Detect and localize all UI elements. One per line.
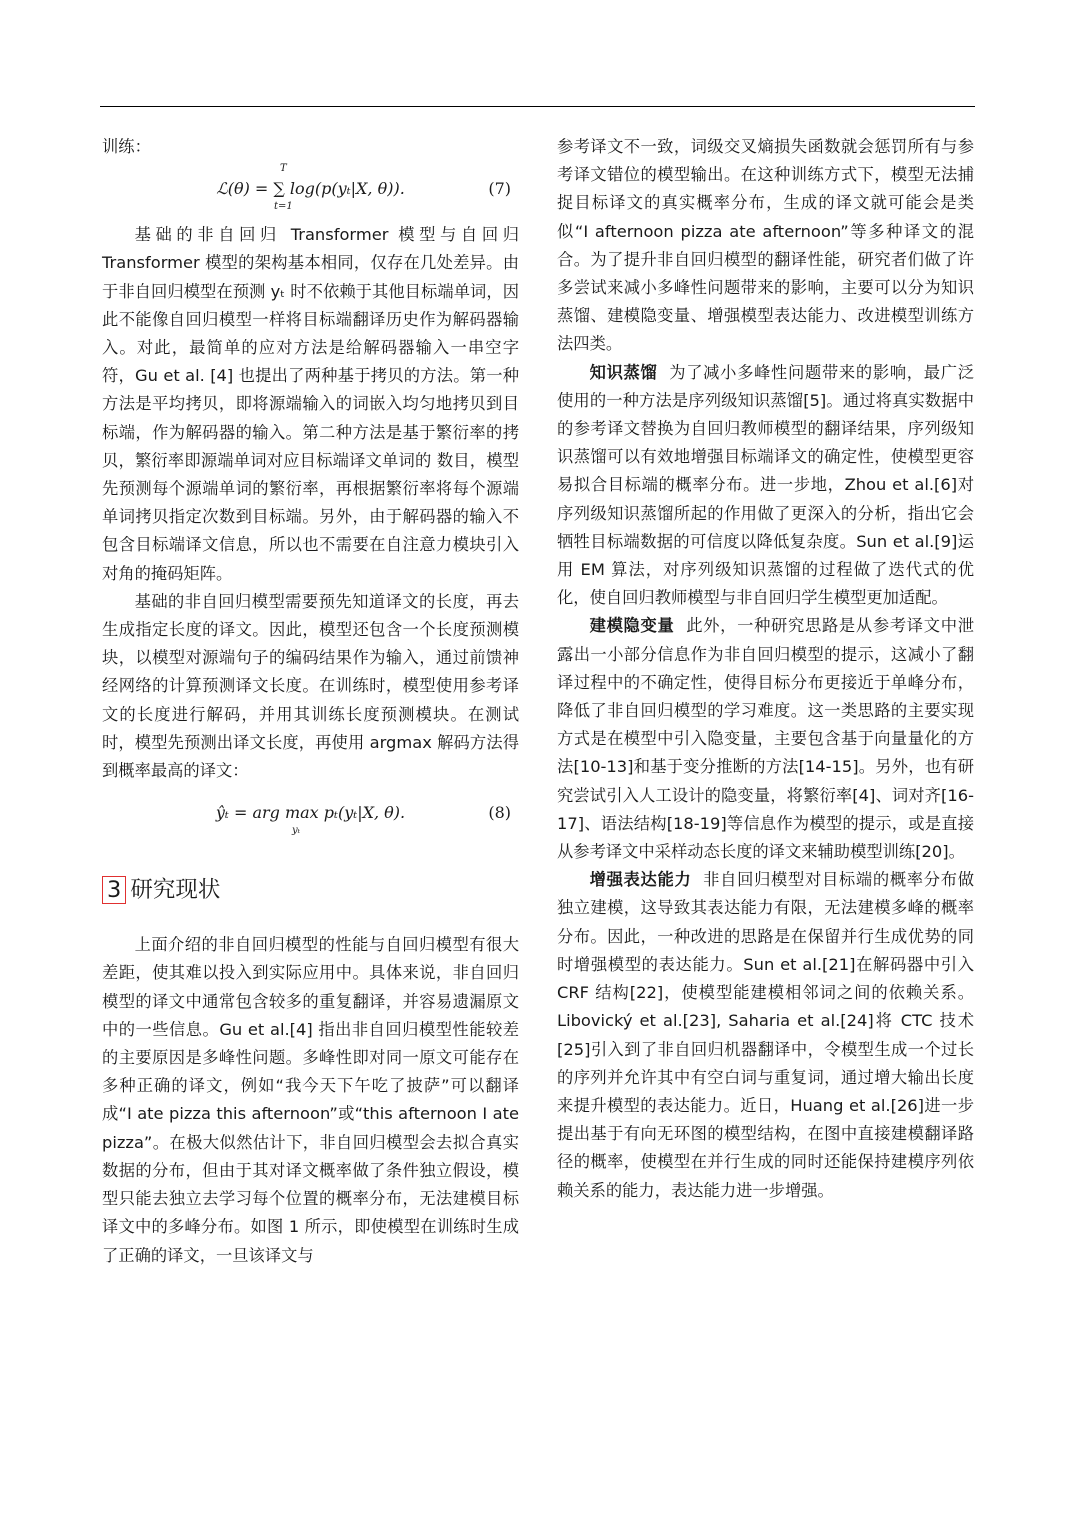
kd-title: 知识蒸馏 [589, 362, 658, 382]
right-column [557, 133, 974, 1205]
paragraph-latent-variables [557, 612, 974, 866]
lv-title: 建模隐变量 [589, 616, 675, 636]
paragraph-knowledge-distillation [557, 359, 974, 613]
lead-text: 训练： [102, 137, 151, 156]
eq7-body: ℒ(θ) = ∑ log(p(yₜ|X, θ)). [216, 179, 405, 199]
section-heading [102, 875, 519, 905]
kd-text: 为了减小多峰性问题带来的影响，最广泛使用的一种方法是序列级知识蒸馏[5]。通过将真实数据中的参考译文替换为自回归教师模型的翻译结果，序列级知识蒸馏可以有效地增强目标端译文的确定性，使模型更容易拟合目标端的概率分布。进一步地，Zhou et al.[6]对序列级知识蒸馏所起的作用做了更深入的分析，指出它会牺牲目标端数据的可信度以降低复杂度。Sun et al.[9]运用 EM 算法，对序列级知识蒸馏的过程做了迭代式的优化，使自回归教师模型与非自回归学生模型更加适配。 [557, 362, 974, 608]
eq8-number: (8) [488, 803, 511, 823]
paragraph-length-prediction: 基础的非自回归模型需要预先知道译文的长度，再去生成指定长度的译文。因此，模型还包含一个长度预测模块，以模型对源端句子的编码结果作为输入，通过前馈神经网络的计算预测译文长度。在训练时，模型使用参考译文的长度进行解码，并用其训练长度预测模块。在测试时，模型先预测出译文长度，再使用 argmax 解码方法得到概率最高的译文： [102, 591, 519, 781]
eq8-body: ŷₜ = arg max pₜ(yₜ|X, θ). [215, 803, 406, 823]
paragraph-multimodality-continued: 参考译文不一致，词级交叉熵损失函数就会惩罚所有与参考译文错位的模型输出。在这种训练方式下，模型无法捕捉目标译文的真实概率分布，生成的译文就可能会是类似“I afternoon pizza ate afternoon”等多种译文的混合。为了提升非自回归模型的翻译性能，研究者们做了许多尝试来减小多峰性问题带来的影响，主要可以分为知识蒸馏、建模隐变量、增强模型表达能力、改进模型训练方法四类。 [557, 137, 974, 354]
section-number-link[interactable]: 3 [102, 876, 126, 904]
equation-7 [102, 161, 519, 221]
equation-8 [102, 785, 519, 845]
eq7-sum-upper: T [280, 163, 287, 175]
ex-title: 增强表达能力 [589, 870, 692, 890]
left-column [102, 133, 519, 1270]
eq8-argmax-sub: yₜ [292, 825, 301, 837]
paragraph-nat-architecture: 基础的非自回归 Transformer 模型与自回归 Transformer 模型的架构基本相同，仅存在几处差异。由于非自回归模型在预测 yₜ 时不依赖于其他目标端单词，因此不能像自回归模型一样将目标端翻译历史作为解码器输入。对此，最简单的应对方法是给解码器输入一串空字符，Gu et al. [4] 也提出了两种基于拷贝的方法。第一种方法是平均拷贝，即将源端输入的词嵌入均匀地拷贝到目标端，作为解码器的输入。第二种方法是基于繁衍率的拷贝，繁衍率即源端单词对应目标端译文单词的 数目，模型先预测每个源端单词的繁衍率，再根据繁衍率将每个源端单词拷贝指定次数到目标端。另外，由于解码器的输入不包含目标端译文信息，所以也不需要在自注意力模块引入对角的掩码矩阵。 [102, 225, 519, 583]
ex-text: 非自回归模型对目标端的概率分布做独立建模，这导致其表达能力有限，无法建模多峰的概率分布。因此，一种改进的思路是在保留并行生成优势的同时增强模型的表达能力。Sun et al.[21]在解码器中引入 CRF 结构[22]，使模型能建模相邻词之间的依赖关系。Libovický et al.[23], Saharia et al.[24]将 CTC 技术[25]引入到了非自回归机器翻译中，令模型生成一个过长的序列并允许其中有空白词与重复词，通过增大输出长度来提升模型的表达能力。近日，Huang et al.[26]进一步提出基于有向无环图的模型结构，在图中直接建模翻译路径的概率，使模型在并行生成的同时还能保持建模序列依赖关系的能力，表达能力进一步增强。 [557, 870, 974, 1200]
eq7-number: (7) [488, 179, 511, 199]
paragraph-expressiveness [557, 866, 974, 1204]
header-rule [100, 106, 975, 107]
lv-text: 此外，一种研究思路是从参考译文中泄露出一小部分信息作为非自回归模型的提示，这减小了翻译过程中的不确定性，使得目标分布更接近于单峰分布，降低了非自回归模型的学习难度。这一类思路的主要实现方式是在模型中引入隐变量，主要包含基于向量量化的方法[10-13]和基于变分推断的方法[14-15]。另外，也有研究尝试引入人工设计的隐变量，将繁衍率[4]、词对齐[16-17]、语法结构[18-19]等信息作为模型的提示，或是直接从参考译文中采样动态长度的译文来辅助模型训练[20]。 [557, 616, 974, 862]
paragraph-research-status: 上面介绍的非自回归模型的性能与自回归模型有很大差距，使其难以投入到实际应用中。具体来说，非自回归模型的译文中通常包含较多的重复翻译，并容易遗漏原文中的一些信息。Gu et al.[4] 指出非自回归模型性能较差的主要原因是多峰性问题。多峰性即对同一原文可能存在多种正确的译文，例如“我今天下午吃了披萨”可以翻译成“I ate pizza this afternoon”或“this afternoon I ate pizza”。在极大似然估计下，非自回归模型会去拟合真实数据的分布，但由于其对译文概率做了条件独立假设，模型只能去独立去学习每个位置的概率分布，无法建模目标译文中的多峰分布。如图 1 所示，即使模型在训练时生成了正确的译文，一旦该译文与 [102, 935, 519, 1265]
eq7-sum-lower: t=1 [274, 201, 293, 213]
section-title: 研究现状 [130, 877, 221, 904]
